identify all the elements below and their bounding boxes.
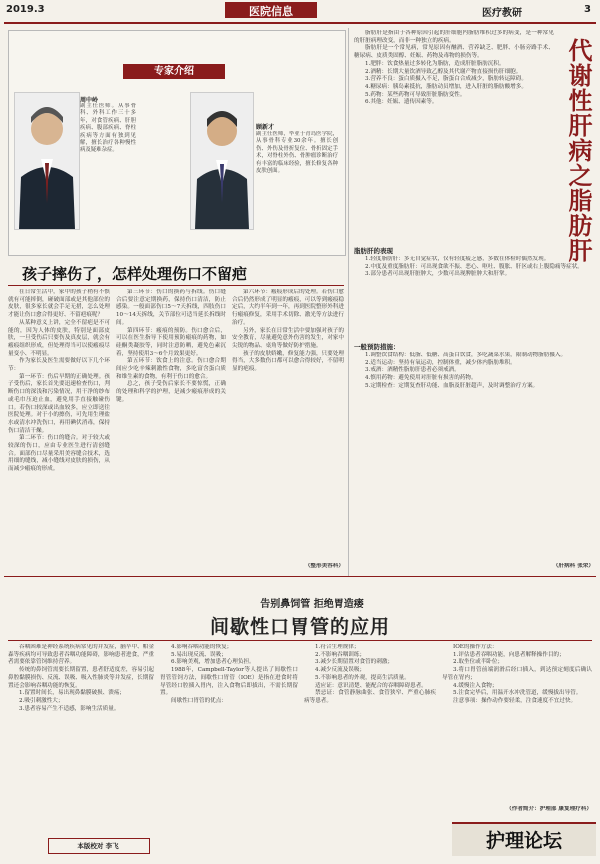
paragraph: 禁忌证：食管静脉曲张、食管狭窄、严重心肺疾病等患者。: [304, 690, 436, 704]
paragraph: 第五环节：饮食上的注意。伤口愈合期间应少吃辛辣刺激性食物，多吃富含蛋白质和维生素的食物，有利于伤口的愈合。: [116, 358, 226, 380]
tube-article-col2: [160, 644, 298, 854]
doctor-right-photo: [190, 92, 254, 230]
paragraph: 第二环节：伤口的缝合。对于较大或较深的伤口，应由专业医生进行清创缝合。面部伤口尽量采用美容缝合技术，选用细的缝线，减小缝线对皮肤的损伤，从而减少瘢痕的形成。: [8, 435, 110, 473]
paragraph: 注意事项：操作动作要轻柔，注食速度不宜过快。: [453, 697, 577, 704]
tube-article-col4: [442, 644, 592, 804]
paragraph: 5.易出现反流、误吸；: [171, 651, 227, 658]
paragraph: 作为家长及医生需要做好以下几个环节：: [8, 358, 110, 373]
paragraph: 3.戒酒：酒精性脂肪肝患者必须戒酒。: [365, 367, 460, 374]
tube-article-source: （作者简介：护理部 康复理疗科）: [506, 806, 592, 812]
kid-article-title: 孩子摔伤了，怎样处理伤口不留疤: [22, 265, 248, 283]
paragraph: 3.患者容易产生不适感，影响生活质量。: [19, 705, 120, 712]
paragraph: 2.取坐位或半卧位；: [453, 659, 504, 666]
paragraph: 间歇性口胃管的优点：: [171, 697, 227, 704]
kid-title-underline: [8, 285, 344, 286]
paragraph: 4.慎用药物：避免使用对肝脏有损害的药物。: [365, 375, 477, 382]
paragraph: 脂肪肝是指由于各种原因引起的肝细胞内脂肪堆积过多的病变，是一种常见的肝脏病理改变，而非一种独立的疾病。: [354, 30, 554, 44]
paragraph: 1.符合生理规律；: [315, 644, 360, 650]
doctor-right-portrait: [191, 93, 253, 229]
kid-article-col1: [8, 289, 110, 571]
paragraph: 第一环节：伤后早期的正确处理。孩子受伤后，家长首先要迅速检查伤口，判断伤口的深浅和污染情况，用干净的纱布或毛巾压迫止血，避免用手直接触碰伤口。若伤口较深或出血较多，应立即送往医院处理。对于小的擦伤，可先用生理盐水或清水冲洗伤口，再用碘伏消毒，保持伤口清洁干燥。: [8, 373, 110, 434]
liver-symptoms: [354, 256, 594, 336]
paragraph: 5.定期检查：定期复查肝功能、血脂及肝脏超声，及时调整治疗方案。: [365, 382, 539, 389]
paragraph: 第四环节：瘢痕的预防。伤口愈合后，可以在医生指导下使用预防瘢痕的药物，如硅酮类凝胶等，同时注意防晒，避免色素沉着，坚持使用3～6个月效果更好。: [116, 327, 226, 357]
doctor-right-bio: 副主任医师，毕业于青岛医学院，从事骨科专业30余年。擅长创伤、外伤及骨折复位、骨折固定手术，对脊柱外伤、骨肿瘤诊断治疗有丰富的临床经验，擅长修复各种皮肤创面。: [256, 131, 338, 175]
paragraph: 从某种意义上讲，完全不留疤是不可能的，因为人体的皮肤，特别是面部皮肤，一旦受伤后只要伤及真皮层，就会有瘢痕组织形成，但处理得当可以使瘢痕尽量变小、不明显。: [8, 319, 110, 357]
paragraph: 脂肪肝是一个常见病，常见原因有酗酒、营养缺乏、肥胖、小肠旁路手术、糖尿病、皮质类固醇、妊娠、药物及毒物的损伤等。: [354, 45, 554, 60]
doctor-left-bio: 副主任医师。从事骨科、外科工作三十多年，对食管疾病、肝胆疾病、腹部疾病、脊柱疾病等方面有独到见解，擅长治疗各种慢性病及疑难杂症。: [80, 103, 136, 154]
paragraph: 6.影响美观，增加患者心理负担。: [171, 659, 255, 666]
liver-article-title: 代谢性肝病之脂肪肝: [564, 38, 592, 263]
paragraph: 1.肥胖：饮食热量过多转化为脂肪，造成肝脏脂肪沉积。: [365, 60, 505, 67]
paragraph: 吞咽困难是神经系统疾病常见的并发症，脑卒中、帕金森等疾病均可导致患者吞咽功能障碍，影响患者进食，严重者需要依靠管饲维持营养。: [8, 644, 154, 666]
header-rule: [4, 22, 596, 24]
paragraph: 2.吸引刺激性大；: [19, 697, 64, 704]
paragraph: 4.影响吞咽功能的恢复；: [171, 644, 233, 650]
paragraph: 2.中度及重度脂肪肝：可出现食欲不振、恶心、呕吐、腹胀、肝区或右上腹隐痛等症状。: [365, 263, 583, 270]
liver-article-source: （肝病科 张荣）: [552, 563, 594, 569]
paragraph: 在日常生活中，家中的孩子稍有不慎就有可能摔倒，碰破面部或是其他部位的皮肤，很多家长就会手足无措，怎么处理才能让伤口愈合得更好、不留疤痕呢？: [8, 289, 110, 319]
expert-box-title: 专家介绍: [123, 64, 225, 79]
tube-article-col3: [304, 644, 436, 854]
paragraph: 传统的鼻饲管需要长期留置，患者舒适度差，容易引起鼻腔黏膜损伤、反流、误吸、吸入性肺炎等并发症，长期留置还会影响吞咽功能的恢复。: [8, 667, 154, 689]
paragraph: 4.缓慢注入食物；: [453, 682, 498, 689]
doctor-left-photo: [14, 92, 80, 230]
paragraph: 另外，家长在日常生活中要加强对孩子的安全教育，尽量避免意外伤害的发生，对家中尖锐的物品、桌角等做好防护措施。: [232, 327, 344, 349]
mid-banner-rule: [4, 576, 596, 577]
paragraph: 4.减少反流及误吸；: [315, 667, 366, 674]
paragraph: 1.轻度脂肪肝：多无自觉症状，仅有轻度疲乏感，多数在体检时偶然发现。: [365, 256, 550, 262]
paragraph: 1.评估患者吞咽功能，向患者解释操作目的；: [453, 651, 565, 658]
paragraph: 2.酒精：长期大量饮酒导致乙醇及其代谢产物直接损伤肝细胞。: [365, 68, 522, 75]
paragraph: 1.留置时间长，易出现鼻黏膜破损、溃疡；: [19, 690, 126, 697]
kid-article-source: （整形美容科）: [304, 563, 344, 569]
paragraph: 5.注食完毕后，用温开水冲洗管道，缓慢拔出导管。: [453, 690, 582, 697]
paragraph: 6.其他：妊娠、遗传因素等。: [365, 99, 438, 106]
paragraph: 总之，孩子受伤后家长不要惊慌，正确的处理和科学的护理，是减少瘢痕形成的关键。: [116, 381, 226, 403]
paragraph: 3.营养不良：蛋白质摄入不足，脂蛋白合成减少，脂肪转运障碍。: [365, 76, 527, 83]
paragraph: 1988年，Campbell-Taylor等人提出了间歇性口胃管管饲方法，间歇性口胃管（IOE）是指在进食时将导管经口腔插入胃内，注入食物后即拔出，不需长期留置。: [160, 667, 298, 697]
paragraph: 孩子的皮肤娇嫩，修复能力强，只要处理得当，大多数伤口都可以愈合得较好，不留明显的疤痕。: [232, 350, 344, 373]
paragraph: 2.不影响吞咽训练；: [315, 651, 366, 658]
paragraph: 5.药物：某些药物可导致肝脏脂肪变性。: [365, 91, 466, 98]
paragraph: 3.将口胃管前端润滑后经口插入，到达预定刻度后确认导管在胃内；: [442, 667, 592, 681]
paragraph: 3.部分患者可出现肝脏肿大，少数可出现脾脏肿大和肝掌。: [365, 271, 511, 278]
liver-prevention-title: 一般预防措施：: [354, 343, 400, 351]
liver-prevention: [354, 352, 594, 562]
paragraph: 3.减少长期留置对食管的刺激；: [315, 659, 394, 666]
proofreader: 本版校对 李飞: [77, 842, 119, 850]
paragraph: 1.调整饮食结构：低脂、低糖、高蛋白饮食，多吃蔬菜水果，限制动物脂肪摄入。: [365, 352, 567, 358]
masthead: 医院信息: [249, 5, 293, 18]
issue-date: 2019.3: [6, 4, 45, 15]
liver-symptoms-title: 脂肪肝的表现: [354, 247, 393, 255]
tube-article-col1: [8, 644, 154, 834]
section-name: 医疗教研: [482, 8, 522, 19]
kid-article-col2: [116, 289, 226, 571]
tube-title-underline: [8, 640, 592, 641]
liver-article-col1: [354, 30, 554, 238]
paragraph: 4.糖尿病：胰岛素抵抗，脂肪动员增加，进入肝脏的脂肪酸增多。: [365, 83, 527, 90]
page-number: 3: [584, 4, 591, 15]
paragraph: 2.适当运动：坚持有氧运动，控制体重，减少体内脂肪堆积。: [365, 359, 516, 366]
doctor-left-name: 周中岭: [80, 97, 99, 104]
paragraph: IOE的操作方法：: [453, 644, 498, 650]
doctor-left-portrait: [15, 93, 79, 229]
paragraph: 适应证：意识清楚、能配合的吞咽障碍患者。: [315, 682, 427, 689]
paragraph: 5.不影响患者的外观，提高生活质量。: [315, 674, 410, 681]
paragraph: 第六环节：瘢痕形成后的处理。若伤口愈合后仍然形成了明显的瘢痕，可以等到瘢痕稳定后，大约半年到一年，再到医院整形外科进行瘢痕修复，采用手术切除、激光等方法进行治疗。: [232, 289, 344, 326]
doctor-right-name: 顾新才: [256, 124, 275, 131]
kid-article-col3: [232, 289, 344, 561]
paragraph: 第三环节：伤口的换药与拆线。伤口缝合后要注意定期换药，保持伤口清洁，防止感染。一般面部伤口5～7天拆线，四肢伤口10～14天拆线，关节部位可适当延长拆线时间。: [116, 289, 226, 326]
column-divider: [348, 28, 349, 576]
nursing-forum-title: 护理论坛: [485, 830, 562, 852]
tube-article-subtitle: 告别鼻饲管 拒绝胃造瘘: [260, 599, 364, 610]
tube-article-title: 间歇性口胃管的应用: [209, 616, 390, 638]
